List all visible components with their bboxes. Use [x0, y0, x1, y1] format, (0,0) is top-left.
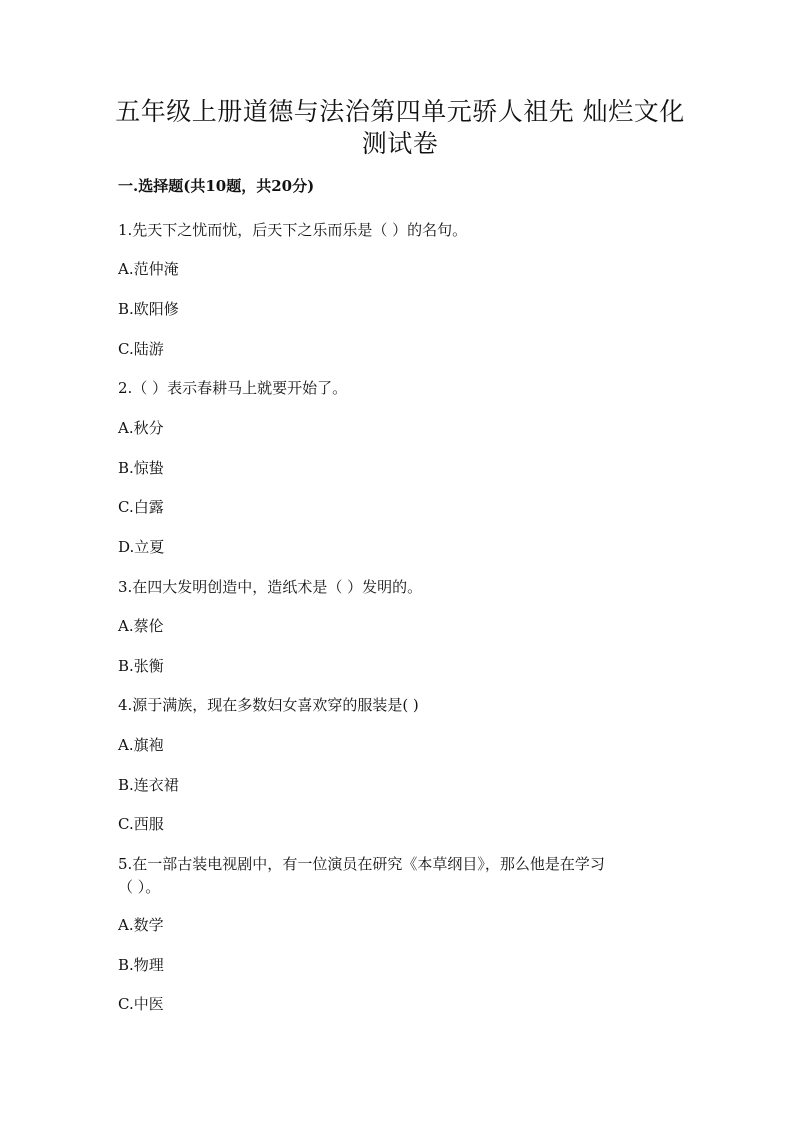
- question-5-option-b: B.物理: [118, 956, 164, 974]
- question-2-option-d: D.立夏: [118, 538, 165, 556]
- question-1-option-b: B.欧阳修: [118, 300, 179, 318]
- page-title-line-2: 测试卷: [361, 129, 439, 158]
- page-title-line-1: 五年级上册道德与法治第四单元骄人祖先 灿烂文化: [115, 97, 685, 126]
- question-2-stem: 2.（ ）表示春耕马上就要开始了。: [118, 379, 348, 397]
- question-5-stem-line-1: 5.在一部古装电视剧中，有一位演员在研究《本草纲目》，那么他是在学习: [118, 855, 605, 873]
- question-4-option-b: B.连衣裙: [118, 776, 179, 794]
- question-3-option-a: A.蔡伦: [118, 617, 164, 635]
- question-1-stem: 1.先天下之忧而忧，后天下之乐而乐是（ ）的名句。: [118, 221, 468, 239]
- question-5-option-a: A.数学: [118, 916, 164, 934]
- question-3-option-b: B.张衡: [118, 657, 164, 675]
- question-4-option-c: C.西服: [118, 815, 164, 833]
- question-3-stem: 3.在四大发明创造中，造纸术是（ ）发明的。: [118, 578, 423, 596]
- question-2-option-c: C.白露: [118, 498, 164, 516]
- question-5-stem-line-2: （ ）。: [118, 878, 161, 896]
- question-1-option-c: C.陆游: [118, 340, 164, 358]
- question-2-option-b: B.惊蛰: [118, 459, 164, 477]
- question-5-option-c: C.中医: [118, 995, 164, 1013]
- question-2-option-a: A.秋分: [118, 419, 164, 437]
- question-1-option-a: A.范仲淹: [118, 260, 179, 278]
- question-4-option-a: A.旗袍: [118, 736, 164, 754]
- section-heading: 一.选择题(共10题，共20分): [118, 177, 315, 195]
- question-4-stem: 4.源于满族，现在多数妇女喜欢穿的服装是( ): [118, 696, 419, 714]
